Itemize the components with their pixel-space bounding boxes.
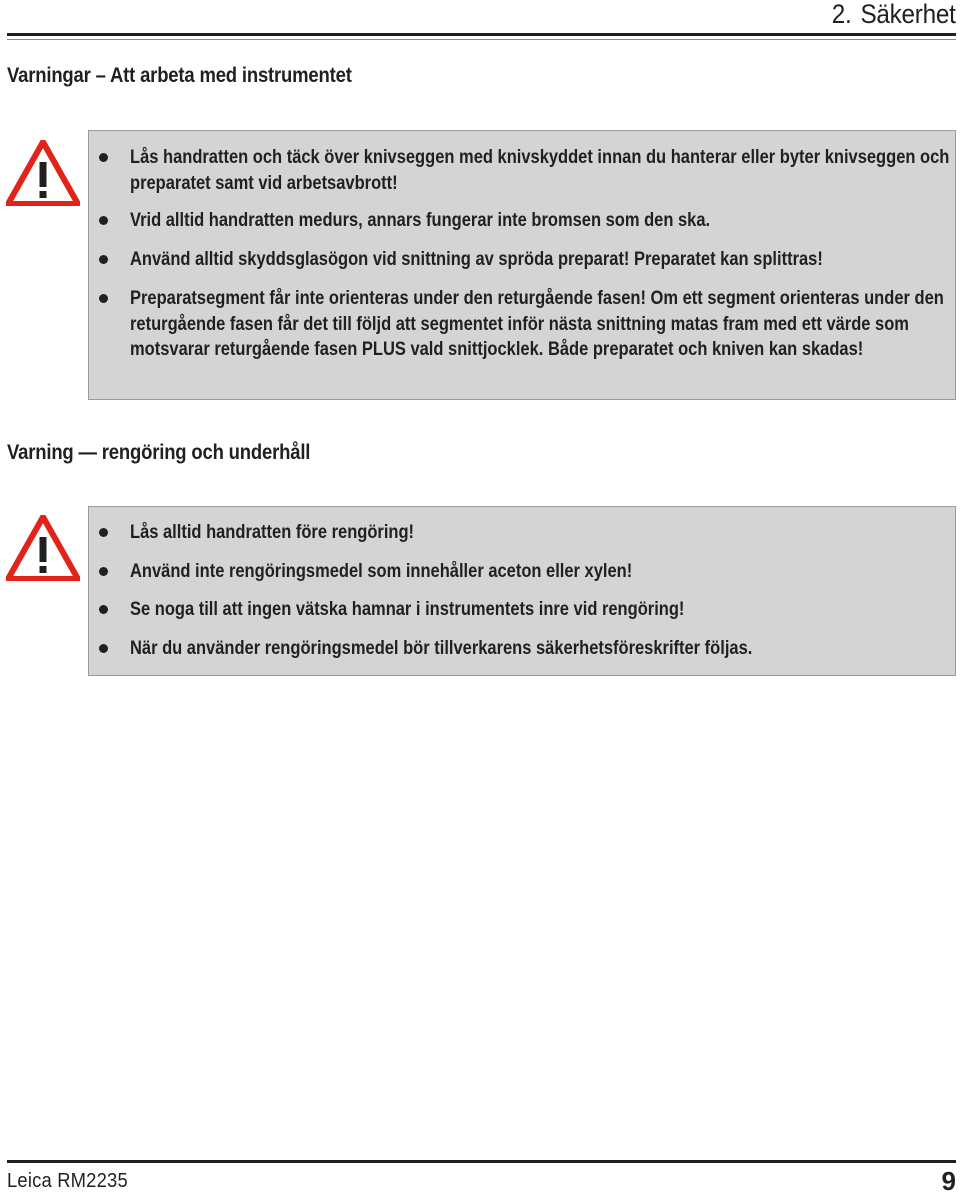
warning-triangle-icon [6, 515, 80, 581]
chapter-title: Säkerhet [860, 0, 956, 29]
list-item: Se noga till att ingen vätska hamnar i instrumentets inre vid rengöring! [89, 597, 957, 623]
bullet-icon [99, 216, 108, 225]
list-item: Lås handratten och täck över knivseggen med knivskyddet innan du hanterar eller byter knivseggen och preparatet samt vid arbetsavbrott! [89, 145, 957, 196]
list-item: Använd alltid skyddsglasögon vid snittning av spröda preparat! Preparatet kan splittras! [89, 247, 957, 273]
list-item: Vrid alltid handratten medurs, annars fungerar inte bromsen som den ska. [89, 208, 957, 234]
warning-triangle-icon [6, 140, 80, 206]
bullet-icon [99, 255, 108, 264]
footer-product-name: Leica RM2235 [7, 1170, 128, 1192]
warning-box-working [88, 130, 956, 400]
list-item: Preparatsegment får inte orienteras under den returgående fasen! Om ett segment orienteras under den returgående fasen får det till följd att segmentet inför nästa snittning matas fram med ett värde som motsvarar returgående fasen PLUS vald snittjocklek. Både preparatet och kniven kan skadas! [89, 286, 957, 363]
warning-box-cleaning [88, 506, 956, 676]
chapter-heading [832, 0, 956, 30]
header-rule-thin [7, 39, 956, 40]
bullet-icon [99, 567, 108, 576]
bullet-icon [99, 644, 108, 653]
bullet-icon [99, 605, 108, 614]
page-number: 9 [941, 1166, 956, 1196]
list-item: Lås alltid handratten före rengöring! [89, 520, 957, 546]
list-item: Använd inte rengöringsmedel som innehåller aceton eller xylen! [89, 559, 957, 585]
bullet-icon [99, 528, 108, 537]
bullet-icon [99, 153, 108, 162]
section-title-cleaning: Varning — rengöring och underhåll [7, 441, 311, 464]
bullet-icon [99, 294, 108, 303]
section-title-working: Varningar – Att arbeta med instrumentet [7, 64, 352, 87]
chapter-number: 2. [832, 0, 852, 29]
footer-rule [7, 1160, 956, 1163]
list-item: När du använder rengöringsmedel bör tillverkarens säkerhetsföreskrifter följas. [89, 636, 957, 662]
header-rule [7, 33, 956, 36]
